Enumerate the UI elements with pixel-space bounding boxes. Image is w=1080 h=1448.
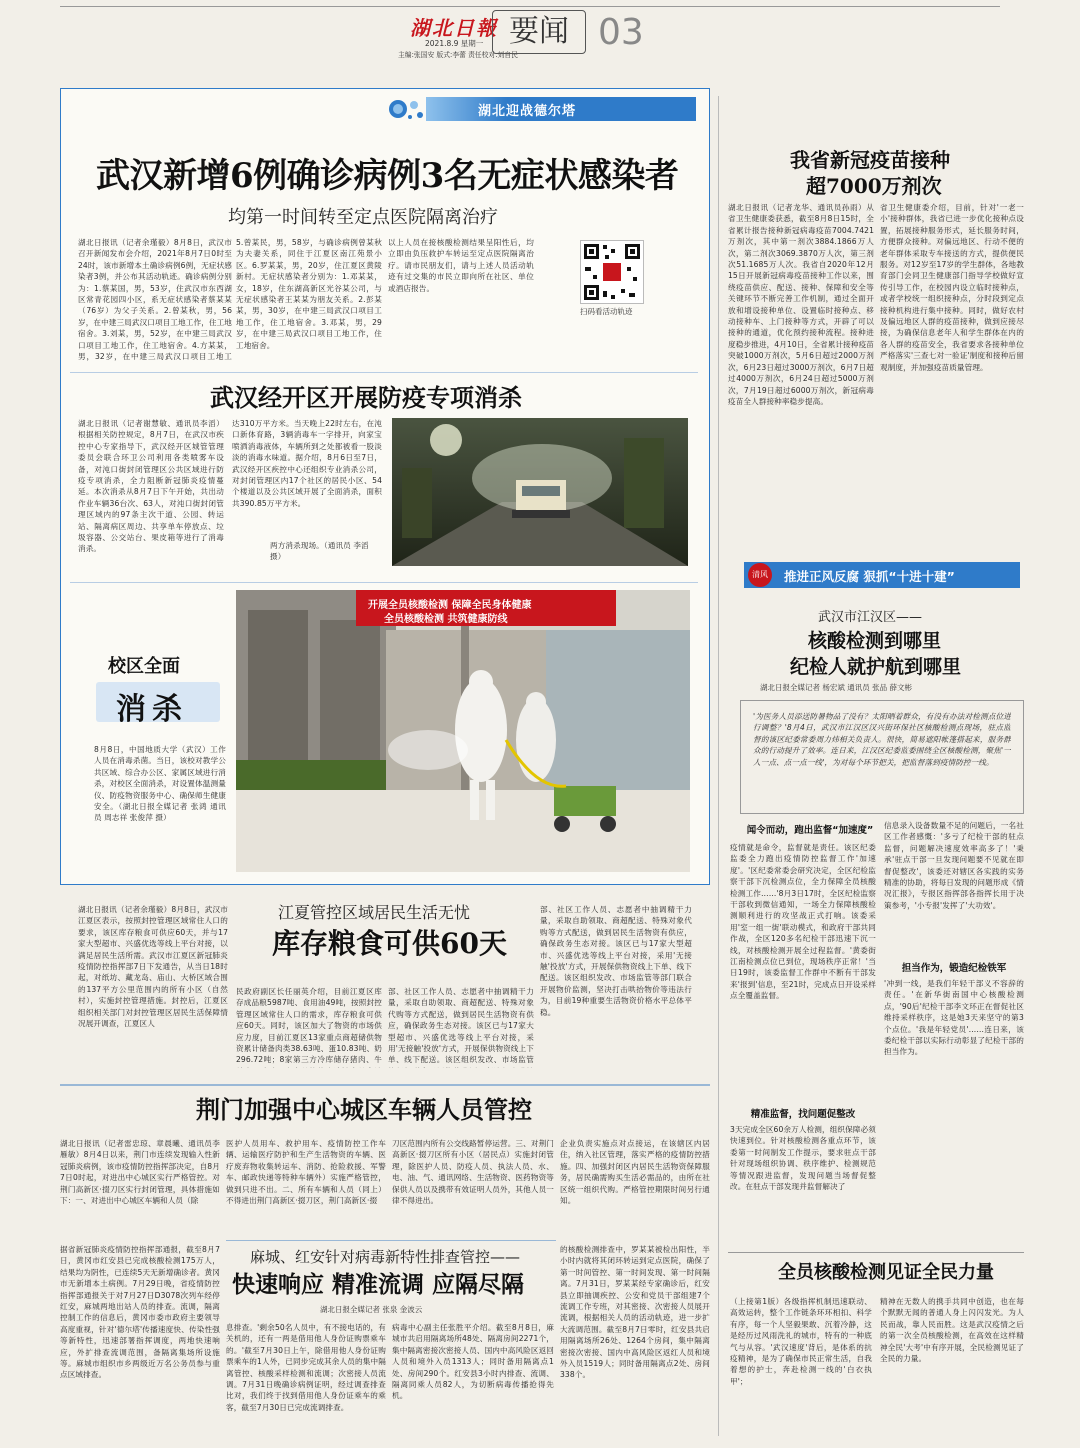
page-number: 03 [598, 12, 644, 53]
a3-title-box [96, 682, 220, 727]
a3-body: 8月8日，中国地质大学（武汉）工作人员在消毒杀菌。当日，该校对教学公共区域、综合办公区、家属区域进行消杀，对校区全面消杀，对设置体温测量仪、防疫物资服务中心、确保师生健康安全。（湖北日报全媒记者 张鸿 通讯员 周志祥 张俊萍 摄） [94, 745, 226, 823]
a1-qr-caption: 扫码看活动轨迹 [580, 307, 633, 316]
a1-col2: 5.曾某民，男，58岁，与确诊病例曾某秋为夫妻关系，同住于江夏区南江苑景小区。6.罗某某，男，20岁，住江夏区黄陵新村。无症状感染者分别为：1.邓某某，女，18岁，住东湖高新区光谷某公司，与无症状感染者王某某为朋友关系。2.彭某某，男，30岁，在中建三局武汉口项目工地工作，住工地宿舍。3.邓某，男，29岁，在中建三局武汉口项目工地工作，住工地宿舍。 [236, 238, 382, 350]
divider [70, 582, 698, 583]
r2-banner-title: 推进正风反腐 狠抓“十进十建” [784, 569, 955, 584]
r2-subhead-3: 担当作为，锻造纪检铁军 [901, 963, 1007, 974]
top-rule [60, 6, 1000, 7]
r3-top-rule [728, 1252, 1024, 1253]
a1-subheadline: 均第一时间转至定点医院隔离治疗 [228, 207, 498, 228]
section-label: 要闻 [492, 10, 586, 54]
a5-top-rule [60, 1084, 710, 1086]
r2-stamp-text: 清风 [752, 570, 768, 579]
a2-col2: 达310万平方米。当天晚上22时左右，在沌口新体育路，3辆消毒车一字排开，向家宝喷洒消毒液体，车辆所到之处都被看一股淡淡的消毒水味道。据介绍，8月6日至7日，武汉经开区疾控中心还组织专业消杀公司，对封闭管理区内17个社区的居民小区、54个楼道以及公共区域开展了全面消杀，面积共390.85万平方米。 [232, 419, 382, 508]
a2-headline: 武汉经开区开展防疫专项消杀 [210, 383, 522, 412]
a4-headline: 库存粮食可供60天 [272, 927, 507, 960]
a2-disinfection-photo [392, 418, 688, 566]
a3-sign-line2: 全员核酸检测 共筑健康防线 [384, 614, 508, 625]
masthead [0, 0, 1080, 62]
r2-col2: 信息录入设备数量不足的问题后，一名社区工作者感慨：'多亏了纪检干部的驻点监督，问题解决速度效率高多了！'秉承'驻点干部一旦发现问题要不见就在即督促整改'，该委还对辖区各实践的实务精准的协助，将每日发现的问题形成《情况汇报》，专报区指挥部各指挥长用于决策参考，'小专报'发挥了'大功效'。 [884, 821, 1024, 910]
a5-headline: 荆门加强中心城区车辆人员管控 [196, 1095, 532, 1124]
r2-kicker: 武汉市江汉区—— [818, 610, 923, 625]
a6-headline: 快速响应 精准流调 应隔尽隔 [232, 1271, 525, 1298]
a1-col3: 以上人员在接核酸检测结果呈阳性后，均立即由负压救护车转运至定点医院隔离治疗。请市民朋友们，请与上述人员活动轨迹有过交集的市民立即向所在社区、单位或酒店报告。 [388, 238, 534, 293]
a6-kicker: 麻城、红安针对病毒新特性排查管控—— [250, 1248, 521, 1266]
r2-col1b: 3天完成全区60余万人检测，组织保障必须快速到位。针对核酸检测各重点环节，该委第一时间制发工作提示，要求驻点干部针对现场组织协调、秩序维护、检测规范等情况跟进监督，发现问题当场督促整改。在驻点干部发现并监督解决了 [730, 1125, 876, 1192]
a6-col3: 的核酸检测排查中，罗某某被检出阳性，半小时内就将其闭环转运到定点医院，确保了第一时间管控、第一时间发现、第一时间隔离。7月31日，罗某某经专家确诊后，红安县立即抽调疾控、公安和党员干部组建7个流调工作专班，对其密接、次密接人员展开流调，根据相关人员的活动轨迹，进一步扩大流调范围。截至8月7日零时，红安县共启用隔离场所26处、1264个房间，集中隔离密接次密接、国内中高风险区返红人员和境外入员1519人；同时备用隔离点2处、房间338个。 [560, 1245, 710, 1380]
r1-headline-line1: 我省新冠疫苗接种 [790, 148, 950, 172]
r2-quote-box [740, 700, 1024, 814]
a4-col4: 部、社区工作人员、志愿者中抽调精干力量，采取自助领取、商超配送、特殊对象代购等方式配送，做到居民生活物资有供应，确保政务生态对接。该区已与17家大型超市、兴盛优选等线上平台对接，采用'无接触'投放'方式，开展保供物资线上下单、线下配送。该区组织发改、市场监管等部门联合开展物价监测，坚决打击哄抬物价等违法行为，目前19种重要生活物资价格水平总体平稳。 [540, 905, 692, 1017]
a1-col1: 湖北日报讯（记者余瑾毅）8月8日，武汉市召开新闻发布会介绍，2021年8月7日0时至24时，该市新增本土确诊病例6例，无症状感染者3例，并公布其活动轨迹。确诊病例分别为：1.蔡某国，男，53岁，住武汉市东西湖区常青花园四小区，系无症状感染者蔡某某（76岁）为父子关系。2.曾某秋，男，56岁，在中建三局武汉口项目工地工作，住工地宿舍。3.刘某，男，52岁，在中建三局武汉口项目工地工作，住工地宿舍。4.方某某，男，32岁，在中建三局武汉口项目工地工 [78, 238, 232, 361]
r2-quote: '为医务人员添送防暑物品了没有？太阳晒着群众，有没有办法对检测点位进行调整？'8月4日，武汉市江汉区汉兴街环保社区核酸检测点现场，驻点监督的该区纪委常委周力炜相关负责人。很快，简易遮阳帐篷搭起来，服务群众的行动提升了效率。连日来，江汉区纪委监委围绕全区核酸检测，聚焦'一人一点、点一点一线'，为对每个环节把关，把监督落到疫情防控一线。 [753, 712, 1011, 767]
banner-bar [426, 97, 696, 121]
r2-banner [744, 562, 1020, 588]
a5-col3: 刀区范围内所有公交线路暂停运营。三、对荆门高新区·掇刀区所有小区（居民点）实施封闭管理，除医护人员、防疫人员、执法人员、水、电、油、气、通讯网络、生活物资、医药物资等保供人员以及携带有效证明人员外，其他人员一律不得进出。 [392, 1139, 554, 1206]
a3-kicker: 校区全面 [108, 656, 180, 677]
r3-col1: （上接第1版）各级指挥机制迅速联动、高效运转，整个工作链条环环相扣、科学有序，每一个人坚毅果敢、沉着冷静，这是经历过风雨洗礼的城市，特有的一种底气与从容。'武汉速度'背后，是体系的抗疫精神，是为了确保市民正常生活，自我着想的护士，奔赴检测一线的'白衣执甲'； [730, 1297, 872, 1386]
r3-headline: 全员核酸检测见证全民力量 [778, 1262, 994, 1283]
banner-title: 湖北迎战德尔塔 [478, 104, 577, 119]
r2-headline-line2: 纪检人就护航到哪里 [790, 656, 962, 678]
a5-col1: 湖北日报讯（记者雷忠琼、章晨曦、通讯员李雁敏）8月4日以来，荆门市连续发现输入性新冠肺炎病例，该市疫情防控指挥部决定，自8月7日0时起，对进出中心城区实行严格管控。对荆门高新区·掇刀区实行封闭管理，具体措施如下：一、对进出中心城区车辆和人员（除 [60, 1139, 220, 1206]
a6-col0: 据省新冠肺炎疫情防控指挥部通报，截至8月7日，黄冈市红安县已完成核酸检测175万人，结果均为阴性，已连续5天无新增确诊者。黄冈市无新增本土病例。7月29日晚，省疫情防控指挥部通报关于对7月27日D3078次列车经停红安，麻城两地出站人员的排查。流调，隔离控制工作的信息后，黄冈市委市政府主要领导高度重视，针对'德尔塔'传播速度快、传染性强等新特性，迅速部署指挥调度，两地快速响应，外扩排查流调范围，备隔离集场所设施等。麻城市组织市乡两级近万名公务员参与重点区域排查。 [60, 1245, 220, 1380]
a2-col1: 湖北日报讯（记者谢慧敏、通讯员李滔）根据相关防控规定，8月7日，在武汉市疾控中心专家指导下，武汉经开区城管管理委员会联合环卫公司利用各类喷雾车设备，对沌口街封闭管理区公共区域进行防疫专项消杀，全力阻断新冠肺炎疫情蔓延。本次消杀从8月7日下午开始，共出动作业车辆36台次、63人，对沌口街封闭管理区域内的97条主次干道、公园、转运站、隔离病区周边、共享单车停放点、垃圾容器、公交站台、果皮箱等进行了消毒消杀。 [78, 419, 224, 554]
virus-icon [384, 95, 426, 123]
a4-kicker: 江夏管控区域居民生活无忧 [278, 903, 471, 922]
editors-line: 主编:张国安 版式:李蕾 责任校对:刘自民 [398, 51, 518, 59]
right-column-rule [718, 96, 719, 1436]
divider [70, 372, 698, 373]
a3-campus-photo [236, 590, 690, 872]
a1-headline: 武汉新增6例确诊病例3名无症状感染者 [96, 156, 679, 196]
r1-col2: 省卫生健康委介绍，目前，针对'一老一小'接种群体，我省已进一步优化接种点设置，拓展接种服务形式，延长服务时间，方便群众接种。对偏远地区、行动不便的老年群体采取专车接送的方式，提供便民服务。对12岁至17岁的学生群体，各地教育部门会同卫生健康部门指导学校做好宣传引导工作，在校园内设立临时接种点，或者学校统一组织接种点，分时段到定点接种机构进行集中接种。同时，做好农村及偏远地区人群的疫苗接种，做到应接尽接，为确保信息老年人和学生群体在内的各人群的疫苗安全，我省要求各接种单位严格落实'三查七对一验证'制度和接种后留观制度，并加强疫苗质量管理。 [880, 203, 1024, 372]
r2-headline-line1: 核酸检测到哪里 [808, 630, 942, 652]
a3-title: 消杀 [116, 692, 188, 727]
r2-subhead-1: 闻令而动，跑出监督“加速度” [746, 825, 874, 836]
a5-col2: 医护人员用车、救护用车、疫情防控工作车辆、运输医疗防护和生产生活物资的车辆、医疗废弃物收集转运车、消防、抢险救援、军警车、邮政快递等特种车辆外）实施严格管控，做到只进不出。二、所有车辆和人员（同上）不得进出荆门高新区·掇刀区，荆门高新区·掇 [226, 1139, 386, 1206]
a1-qr-code [580, 240, 644, 304]
a4-col3: 部、社区工作人员、志愿者中抽调精干力量，采取自助领取、商超配送、特殊对象代购等方式配送，做到居民生活物资有供应，确保政务生态对接。该区已与17家大型超市、兴盛优选等线上平台对接，采用'无接触'投放'方式，开展保供物资线上下单、线下配送。该区组织发改、市场监管 [388, 987, 534, 1065]
a4-col1: 湖北日报讯（记者余瑾毅）8月8日，武汉市江夏区表示，按照封控管理区域常住人口的要求，该区库存粮食可供应60天，并与17家大型超市、兴盛优选等线上平台对接，以满足居民生活所需。武汉市江夏区新冠肺炎疫情防控指挥部7日下发通告，从当日18时起，对纸坊、藏龙岛、庙山、大桥区域合围的137平方公里范围内的所有小区（自然村），实施封控管理措施。封控后，江夏区组织相关部门对封控管理区居民生活保障情况展开调查，江夏区人 [78, 905, 228, 1029]
r1-col1: 湖北日报讯（记者龙华、通讯员孙雨）从省卫生健康委获悉，截至8月8日15时，全省累计报告接种新冠病毒疫苗7004.7421万剂次，其中第一剂次3884.1866万人次，第二剂次3069.3870万人次，第三剂次51.1685万人次。我省自2020年12月15日开展新冠病毒疫苗接种工作以来，围绕疫苗供应、配送、接种、保障和安全等关键环节不断完善工作机制，通过全面开放和增设接种单位、设置临时接种点、移动接种车、上门接种等方式，开辟了可以接种的通道，优化预约接种流程。接种进度稳步推进，4月10日，全省累计接种疫苗突破1000万剂次，5月6日超过2000万剂次，6月23日超过3000万剂次，6月7日超过4000万剂次，6月24日超过5000万剂次，7月19日超过6000万剂次，新冠病毒疫苗全人群接种率稳步提高。 [728, 203, 874, 406]
a4-col2: 民政府副区长任丽英介绍，目前江夏区库存成品粮5987吨、食用油49吨，按照封控管理区域常住人口的需求，库存粮食可供应60天。同时，该区加大了物资的市场供应力度，目前江夏区13家重点商超储供物资累计储备肉类38.63吨、蛋10.83吨、奶296.72吨；8家第三方冷库储存猪肉、牛 [236, 987, 382, 1065]
a2-caption: 两方消杀现场。（通讯员 李滔 摄） [270, 541, 369, 562]
r2-col1a: 疫情就是命令，监督就是责任。该区纪委监委全力跑出疫情防控监督工作'加速度'。'区纪委常委会研究决定，全区纪检监察干部下沉检测点位，全力保障全员核酸检测工作……'8月3日17时，全区纪检监察干部收到微信通知，一场全力保障核酸检测顺利进行的攻坚战正式打响。该委采用'室一组一街'联动模式，和政府干部共同作战，全区120多名纪检干部迅速下沉一线，对核酸检测开展全过程监督。'黄委街江南检测点位已到位，现场秩序正常！'当日19时，该委监督工作群中不断有干部发来'报到'信息，至21时，完成点日开设采样点全覆盖监督。 [730, 843, 876, 1001]
a3-sign-line1: 开展全员核酸检测 保障全民身体健康 [368, 600, 532, 611]
r2-col2b: '冲到一线，是我们年轻干部义不容辞的责任。'在新华街南国中心核酸检测点，'90后'纪检干部李文环正在督促社区维持采样秩序，这是她3天来坚守的第3个点位。'我是年轻党员'……连日来，该委纪检干部以实际行动彰显了纪检干部的担当作为。 [884, 979, 1024, 1057]
newspaper-logo: 湖北日報 [410, 16, 498, 40]
a6-col1: 息排查。'剩余50名人员中，有不接电话的，有关机的，还有一两是借用他人身份证购票乘车的。'截至7月30日上午，除借用他人身份证购票乘车的1人外，已同步完成其余人员的集中隔离管控、核酸采样检测和流调；次密接人员流调。7月31日晚确诊病例证明，经过调查排查比对，我们终于找到借用他人身份证乘车的乘客，截至7月30日已完成流调排查。 [226, 1323, 386, 1412]
r3-col2: 精神在无数人的携手共同中创造，也在每个默默无闻的普通人身上闪闪发光。为人民而战，靠人民而胜。这是武汉疫情之后的第一次全员核酸检测，在高效在这样精神全民'大考'中有序开展，全民检测见证了全民的力量。 [880, 1297, 1024, 1364]
topic-banner [378, 93, 698, 125]
r2-subhead-2: 精准监督，找问题促整改 [750, 1109, 856, 1120]
r2-byline: 湖北日报全媒记者 杨宏斌 通讯员 张品 薛文彬 [760, 683, 913, 692]
a6-top-rule [226, 1240, 556, 1241]
a5-col4: 企业负责实施点对点接运，在该辖区内居住，纳入社区管理，落实严格的疫情防控措施。四、加强封闭区内居民生活物资保障服务，居民确需购买生活必需品的，由所在社区统一组织代购。严格管控期限时间另行通知。 [560, 1139, 710, 1206]
issue-date: 2021.8.9 星期一 [425, 39, 484, 48]
a6-byline: 湖北日报全媒记者 张泉 金波云 [320, 1305, 423, 1314]
r2-stamp [748, 563, 772, 587]
r1-headline-line2: 超7000万剂次 [806, 174, 942, 198]
a6-col2: 病毒中心副主任张胜平介绍。截至8月8日，麻城市共启用隔离场所48处、隔离房间2271个，集中隔离密接次密接人员、国内中高风险区返回人员和境外入员1313人；同时备用隔离点1处、房间290个。红安县3小时内排查、流调、隔离同乘人员82人，为切断病毒传播抢得先机。 [392, 1323, 554, 1401]
